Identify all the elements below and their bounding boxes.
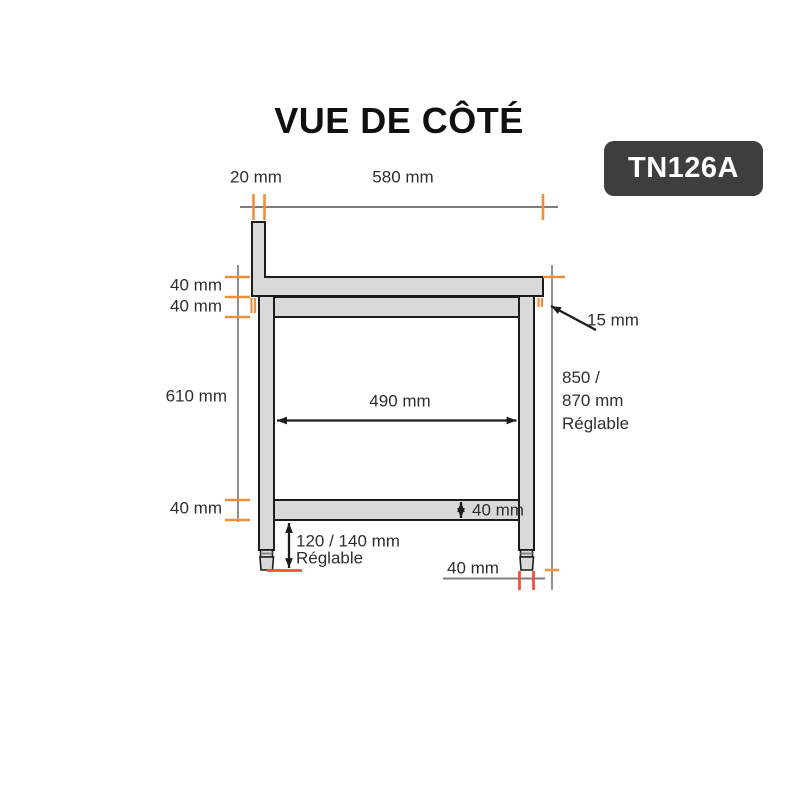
dim-label-total-height-line3: Réglable — [562, 414, 630, 433]
left-dimension-ticks — [225, 277, 255, 520]
dim-label-shelf-thickness: 40 mm — [472, 500, 524, 520]
dim-label-top-overhang: 15 mm — [587, 310, 639, 330]
right-foot — [520, 550, 534, 570]
left-leg-shape — [259, 296, 274, 550]
dim-label-total-height-line2: 870 mm — [562, 391, 624, 410]
left-foot — [260, 550, 274, 570]
dim-label-top-width: 580 mm — [372, 167, 434, 187]
dim-label-total-height-line1: 850 / — [562, 368, 600, 387]
dim-label-clear-height: 610 mm — [165, 386, 227, 406]
dim-label-foot-height: 120 / 140 mm — [296, 531, 400, 551]
backsplash-and-top-shape — [252, 222, 543, 296]
page-title: VUE DE CÔTÉ — [274, 100, 524, 141]
dim-label-top-thickness: 40 mm — [170, 275, 222, 295]
dim-label-foot-adjustable: Réglable — [296, 548, 364, 568]
frame-rail-shape — [274, 297, 519, 317]
dim-label-leg-width: 40 mm — [447, 558, 499, 578]
model-badge-label: TN126A — [628, 152, 739, 184]
dim-label-backsplash-thickness: 20 mm — [230, 167, 282, 187]
dim-label-rail-height: 40 mm — [170, 296, 222, 316]
dim-label-inner-width: 490 mm — [369, 391, 431, 411]
dim-label-total-height — [562, 366, 629, 435]
dim-label-shelf-level-thickness: 40 mm — [170, 498, 222, 518]
